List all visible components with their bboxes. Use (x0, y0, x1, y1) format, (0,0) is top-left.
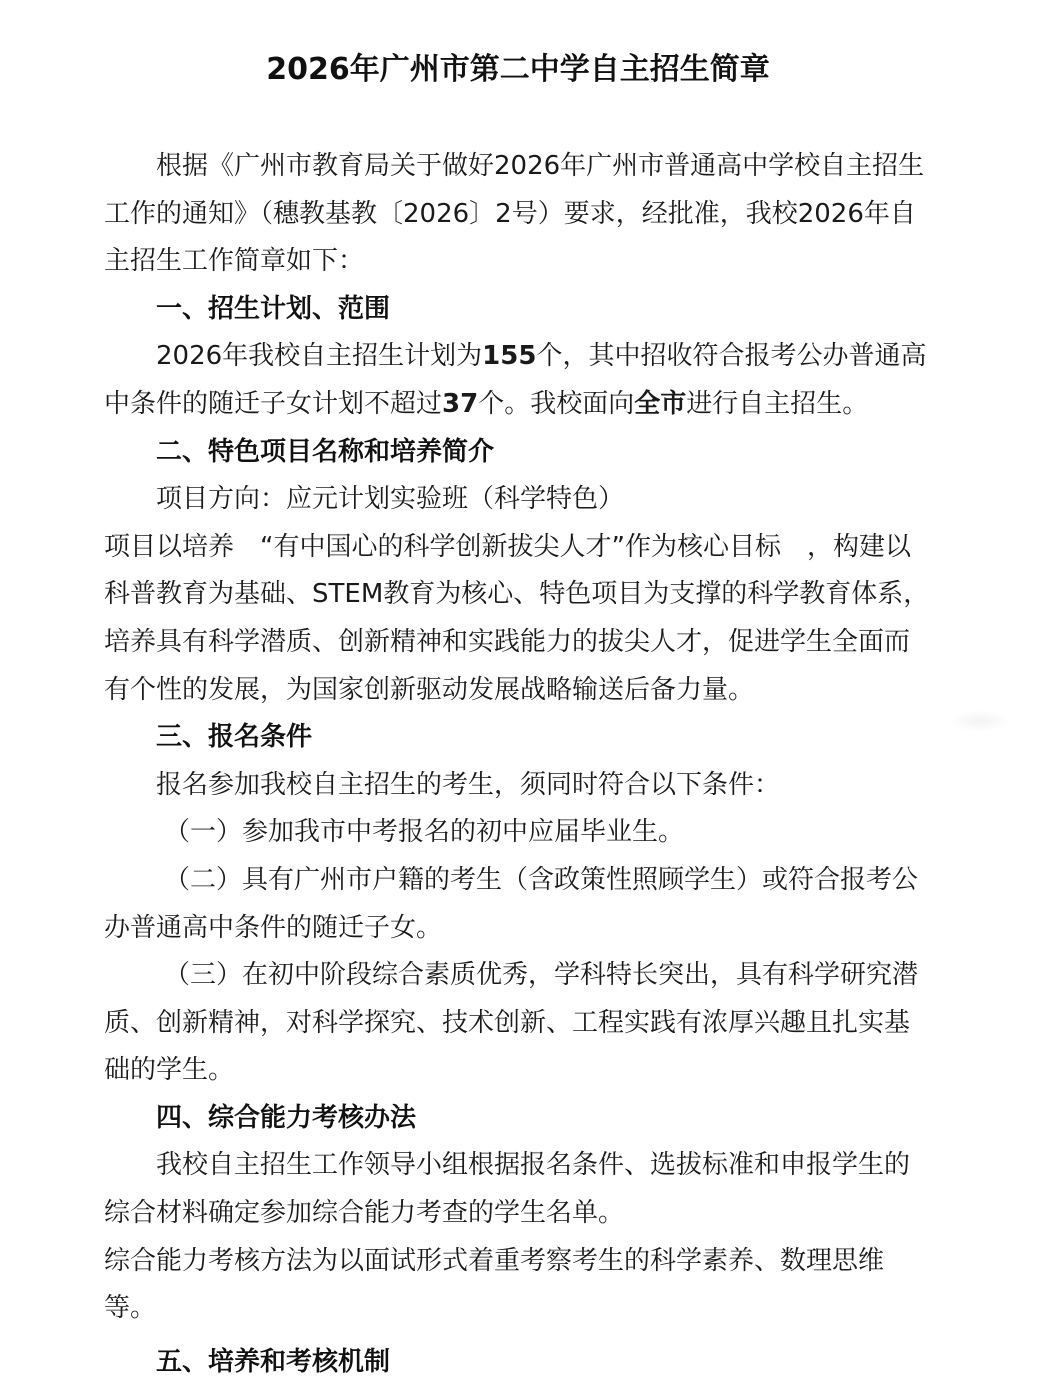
requirement-item-2: （二）具有广州市户籍的考生（含政策性照顾学生）或符合报考公办普通高中条件的随迁子女。 (104, 864, 919, 943)
section1-text-d: 进行自主招生。 (686, 388, 869, 419)
section1-text-c: 个。我校面向 (478, 388, 635, 419)
requirements-lead: 报名参加我校自主招生的考生，须同时符合以下条件： (156, 769, 781, 800)
intro-paragraph: 根据《广州市教育局关于做好2026年广州市普通高中学校自主招生工作的通知》（穗教基教〔2026〕2号）要求，经批准，我校2026年自主招生工作简章如下： (104, 151, 925, 277)
assessment-paragraph-2: 综合能力考核方法为以面试形式着重考察考生的科学素养、数理思维等。 (104, 1245, 885, 1324)
section-heading-1: 一、招生计划、范围 (156, 293, 391, 324)
section-heading-3: 三、报名条件 (156, 722, 313, 753)
scan-smudge (950, 710, 1010, 732)
document-title: 2026年广州市第二中学自主招生简章 (266, 52, 770, 87)
section1-paragraph (104, 333, 934, 428)
section-heading-4: 四、综合能力考核办法 (156, 1102, 417, 1133)
project-description: 项目以培养 “有中国心的科学创新拔尖人才”作为核心目标 ，构建以科普教育为基础、STEM教育为核心、特色项目为支撑的科学教育体系，培养具有科学潜质、创新精神和实践能力的拔尖人才，促进学生全面而有个性的发展，为国家创新驱动发展战略输送后备力量。 (104, 531, 930, 705)
requirement-item-1: （一）参加我市中考报名的初中应届毕业生。 (164, 817, 685, 848)
section1-text-b: 个，其中招收符合报考公办普通高中条件的随迁子女计划不超过 (104, 341, 927, 419)
scope-text: 全市 (634, 388, 687, 419)
requirement-item-3: （三）在初中阶段综合素质优秀，学科特长突出，具有科学研究潜质、创新精神，对科学探究、技术创新、工程实践有浓厚兴趣且扎实基础的学生。 (104, 960, 919, 1086)
migrant-quota-number: 37 (442, 388, 479, 419)
section-heading-2: 二、特色项目名称和培养简介 (156, 436, 495, 467)
plan-quota-number: 155 (482, 341, 537, 372)
section-heading-5: 五、培养和考核机制 (156, 1346, 391, 1377)
project-direction: 项目方向：应元计划实验班（科学特色） (156, 484, 625, 515)
assessment-paragraph-1: 我校自主招生工作领导小组根据报名条件、选拔标准和申报学生的综合材料确定参加综合能力考查的学生名单。 (104, 1150, 911, 1229)
document-body (104, 143, 934, 1386)
section1-text-a: 2026年我校自主招生计划为 (156, 341, 483, 372)
